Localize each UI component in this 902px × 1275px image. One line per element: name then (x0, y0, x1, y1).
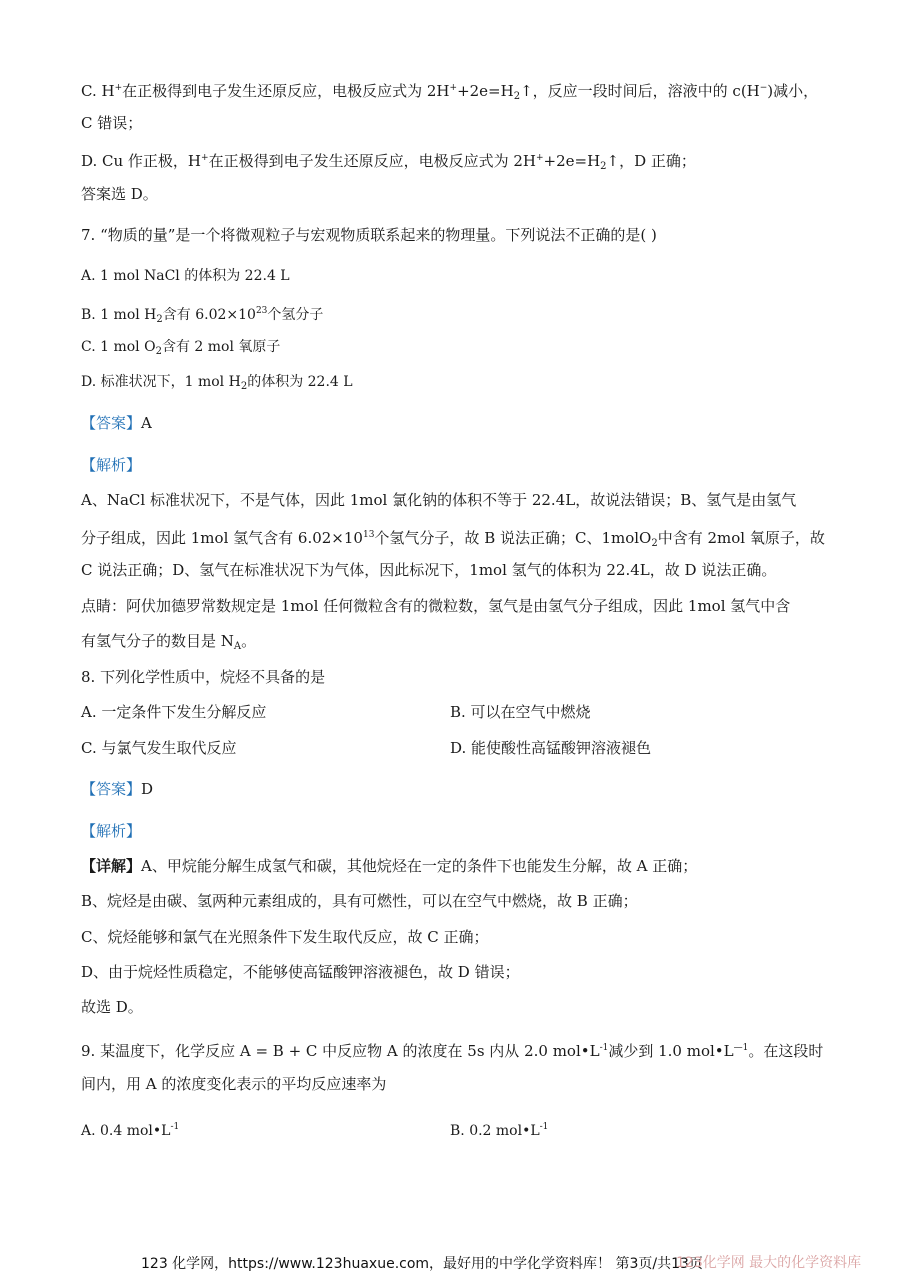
q7-option-d: D. 标准状况下，1 mol $H_2$的体积为 22.4 L (81, 374, 353, 392)
q8-option-c: C. 与氯气发生取代反应 (81, 739, 237, 757)
q7-option-a: A. 1 mol NaCl 的体积为 22.4 L (81, 268, 290, 284)
q7-stem: 7. “物质的量”是一个将微观粒子与宏观物质联系起来的物理量。下列说法不正确的是( ) (81, 226, 657, 244)
q8-detail-line3: C、烷烃能够和氯气在光照条件下发生取代反应，故 C 正确； (81, 928, 489, 946)
q8-stem: 8. 下列化学性质中，烷烃不具备的是 (81, 668, 326, 686)
q7-answer: 【答案】A (81, 414, 152, 432)
q6-option-c-line2: C 错误； (81, 114, 143, 132)
q8-conclusion: 故选 D。 (81, 998, 143, 1016)
q7-option-b: B. 1 mol $H_2$含有 $6.02\times 10^{23}$个氢分子 (81, 306, 324, 325)
watermark: 123化学网 最大的化学资料库 (676, 1255, 862, 1271)
q7-explanation-line1: A、NaCl 标准状况下，不是气体，因此 1mol 氯化钠的体积不等于 22.4L，故说法错误；B、氢气是由氢气 (81, 491, 797, 509)
q9-stem-line1: 9. 某温度下，化学反应 A = B + C 中反应物 A 的浓度在 5s 内从 2.0 $mol•L^{-1}$减少到 1.0 $mol•L^{—1}$。在这段时 (81, 1042, 824, 1060)
answer-tag: 【答案】 (81, 780, 142, 798)
q8-detail-line1: 【详解】A、甲烷能分解生成氢气和碳，其他烷烃在一定的条件下也能发生分解，故 A 正确； (81, 857, 698, 875)
q8-detail-line2: B、烷烃是由碳、氢两种元素组成的，具有可燃性，可以在空气中燃烧，故 B 正确； (81, 892, 638, 910)
q8-detail-line4: D、由于烷烃性质稳定，不能够使高锰酸钾溶液褪色，故 D 错误； (81, 963, 520, 981)
q9-stem-line2: 间内，用 A 的浓度变化表示的平均反应速率为 (81, 1075, 387, 1093)
q6-answer: 答案选 D。 (81, 185, 158, 203)
q7-option-c: C. 1 mol $O_2$含有 2 mol 氧原子 (81, 339, 281, 357)
q7-note-line2: 有氢气分子的数目是 $N_A$。 (81, 632, 257, 652)
q9-option-a: A. 0.4 $mol•L^{-1}$ (81, 1122, 180, 1139)
q7-note-line1: 点睛：阿伏加德罗常数规定是 1mol 任何微粒含有的微粒数，氢气是由氢气分子组成，因此 1mol 氢气中含 (81, 597, 791, 615)
q8-analysis-tag: 【解析】 (81, 822, 142, 840)
q8-option-b: B. 可以在空气中燃烧 (450, 703, 591, 721)
q7-explanation-line3: C 说法正确；D、氢气在标准状况下为气体，因此标况下，1mol 氢气的体积为 22.4L，故 D 说法正确。 (81, 561, 777, 579)
q8-answer: 【答案】D (81, 780, 154, 798)
answer-tag: 【答案】 (81, 414, 142, 432)
q8-option-d: D. 能使酸性高锰酸钾溶液褪色 (450, 739, 652, 757)
q7-analysis-tag: 【解析】 (81, 456, 142, 474)
page-footer: 123 化学网，https://www.123huaxue.com，最好用的中学化学资料库！ 第3页/共13页 (141, 1256, 703, 1272)
q6-option-d: D. Cu 作正极，H+在正极得到电子发生还原反应，电极反应式为 $2H^++2e=H_2↑$，D 正确； (81, 152, 696, 172)
q7-explanation-line2: 分子组成，因此 1mol 氢气含有 $6.02\times 10^{13}$个氢气分子，故 B 说法正确；C、1molO$_2$中含有 2mol 氧原子，故 (81, 529, 825, 549)
q9-option-b: B. 0.2 $mol•L^{-1}$ (450, 1122, 549, 1139)
q6-option-c-line1: C. H+在正极得到电子发生还原反应，电极反应式为 $2H^++2e=H_2↑$，反应一段时间后，溶液中的 c(H−)减小， (81, 82, 819, 102)
q8-option-a: A. 一定条件下发生分解反应 (81, 703, 267, 721)
